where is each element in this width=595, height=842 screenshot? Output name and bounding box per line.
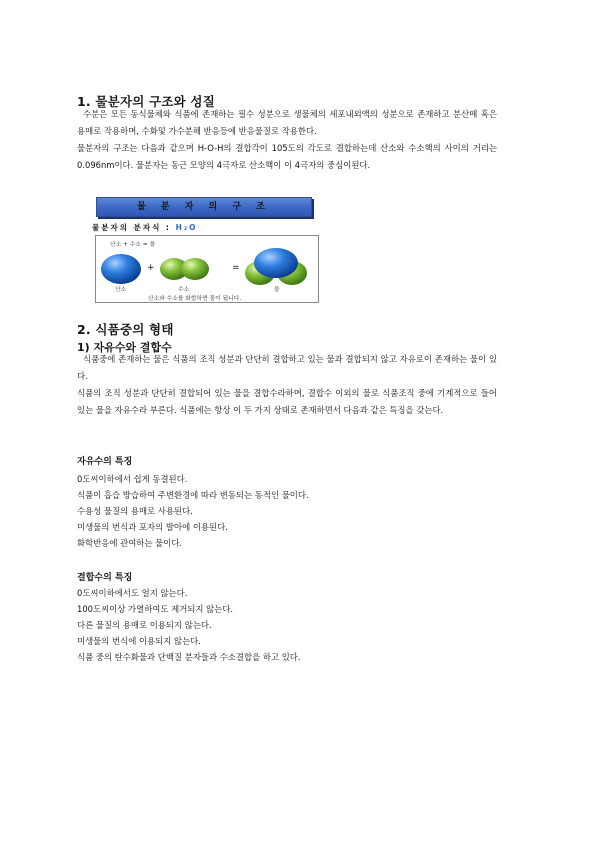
list-item: 식품이 흡습 방습하여 주변환경에 따라 변동되는 동적인 물이다. [77,490,309,500]
free-water-list [77,471,309,551]
section-2-title: 2. 식품중의 형태 [77,322,174,337]
bound-water-list [77,585,301,665]
bound-water-heading: 결합수의 특징 [77,573,133,583]
oxygen-sphere [101,254,141,284]
list-item: 0도씨이하에서도 얼지 않는다. [77,588,188,598]
free-water-heading: 자유수의 특징 [77,457,133,467]
section-1-body [77,106,497,174]
section-2-subtitle: 1) 자유수와 결합수 [77,341,172,354]
list-item: 미생물의 번식에 이용되지 않는다. [77,636,201,646]
list-item: 0도씨이하에서 쉽게 동결된다. [77,474,188,484]
figure-bottom-caption: 산소와 수소를 화합하면 물이 됩니다. [148,296,242,302]
hydrogen-label: 수소 [178,287,190,293]
equals-sign: = [232,263,240,273]
figure-banner [96,197,312,217]
list-item: 다른 물질의 용매로 이용되지 않는다. [77,620,212,630]
list-item: 식품 중의 탄수화물과 단백질 분자들과 수소결합을 하고 있다. [77,652,301,662]
section-2-paragraph-2: 식품의 조직 성분과 단단히 결합되어 있는 물을 결합수라하며, 결합수 이외의 물로 식품조직 중에 기계적으로 들어 있는 물을 자유수라 부른다. 식품에는 항상 이 두 가지 상태로 존재하면서 다음과 같은 특징을 갖는다. [77,388,497,415]
molecule-illustration [95,235,319,303]
water-oxygen [254,248,298,278]
section-1-paragraph-2: 물분자의 구조는 다음과 같으며 H-O-H의 결합각이 105도의 각도로 결합하는데 산소와 수소핵의 사이의 거리는 0.096nm이다. 물분자는 동근 모양의 4극자로 산소핵이 이 4극자의 중심이된다. [77,143,497,170]
oxygen-label: 산소 [115,287,127,293]
section-1-paragraph-1: 수분은 모든 동식물체와 식품에 존재하는 필수 성분으로 생물체의 세포내외액의 성분으로 존재하고 분산매 혹은 용매로 작용하며, 수화및 가수분해 반응등에 반응물질로 작용한다. [77,109,497,136]
list-item: 수용성 물질의 용매로 사용된다. [77,506,193,516]
section-2-body [77,351,497,419]
hydrogen-sphere-2 [181,258,209,280]
plus-sign: + [147,263,155,273]
list-item: 100도씨이상 가열하여도 제거되지 않는다. [77,604,234,614]
figure-banner-title: 물 분 자 의 구 조 [137,202,271,212]
list-item: 미생물의 번식과 포자의 발아에 이용된다. [77,522,228,532]
section-1-title: 1. 물분자의 구조와 성질 [77,94,215,109]
water-label: 물 [274,287,280,293]
formula-label: 물분자의 분자식 : [92,223,171,232]
figure-formula [92,222,198,233]
figure-top-caption: 산소 + 수소 = 물 [110,242,156,248]
section-2-paragraph-1: 식품중에 존재하는 물은 식품의 조직 성분과 단단히 결합하고 있는 물과 결합되지 않고 자유로이 존재하는 물이 있다. [77,354,497,381]
formula-value: H₂O [175,223,198,232]
list-item: 화학반응에 관여하는 물이다. [77,538,183,548]
